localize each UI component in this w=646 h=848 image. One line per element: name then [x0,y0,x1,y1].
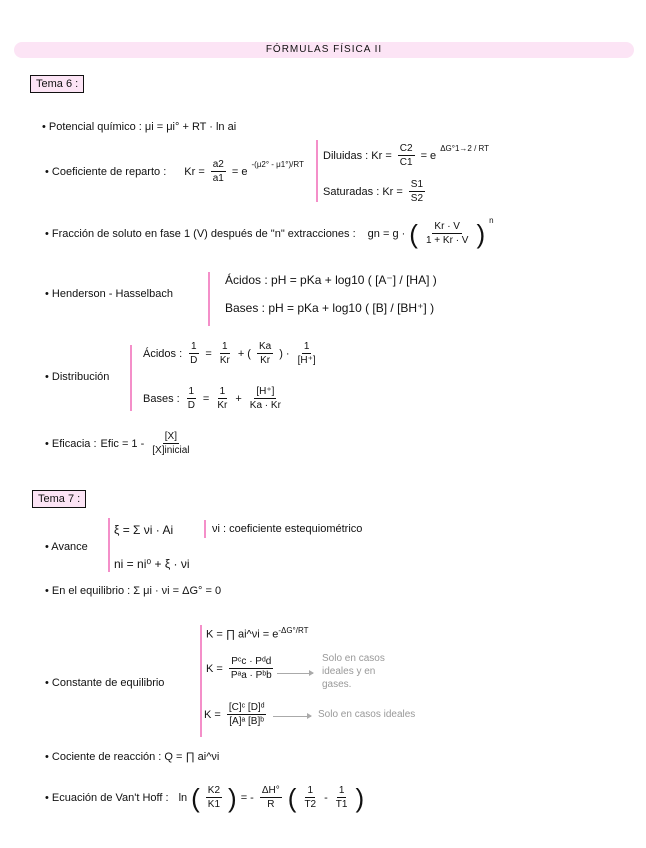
constante-label: • Constante de equilibrio [45,677,165,689]
eq: = e [420,149,437,162]
cociente-reaccion [45,751,219,763]
label: • Cociente de reacción : [45,751,162,763]
paren: ( [287,782,297,813]
constante-k3 [204,701,268,728]
fraction [215,385,229,412]
page-title: FÓRMULAS FÍSICA II [14,42,634,58]
eficacia [45,430,194,457]
fraction [150,430,191,457]
fraction [302,784,318,811]
formula: μi = μi° + RT · ln ai [144,121,237,133]
den: 1 + Kr · V [425,235,469,246]
den: T1 [335,799,348,810]
distribucion-acidos: Ácidos : $\frac{1}{D}$ = $\frac{1}{Kr}$ + ( $\frac{Ka}{Kr}$ ) · $\frac{1}{[H^+]}$ [143,341,316,366]
num: 1 [219,386,226,397]
fraction [248,385,283,412]
avance-l2: ni = ni⁰ + ξ · νi [114,557,190,571]
henderson-bases: Bases : pH = pKa + log10 ( [B] / [BH⁺] ) [225,301,435,315]
num: [X] [164,431,177,442]
lhs: K = [204,708,221,721]
label: • Eficacia : [45,437,97,450]
den: D [190,355,198,366]
fraction [211,158,226,185]
lhs: K = [206,662,223,675]
arrow-icon [273,716,311,717]
potencial-quimico [42,121,236,133]
den: R [267,799,275,810]
num: Pᶜc · Pᵈd [231,656,272,667]
fraction [186,385,197,412]
fraction [334,784,350,811]
fraction [206,784,222,811]
fraction [260,784,282,811]
lhs: gn = g · [367,227,406,240]
exponent: n [489,216,494,225]
avance-label: • Avance [45,541,88,553]
num: 1 [303,341,310,352]
paren: ) [355,782,365,813]
num: 1 [188,386,195,397]
den: Kr [219,355,230,366]
den: C1 [399,157,413,168]
equilibrio [45,585,221,597]
brace [316,140,318,202]
henderson-acidos: Ácidos : pH = pKa + log10 ( [A⁻] / [HA] ) [225,273,437,287]
note-ideales: Solo en casos ideales [318,709,416,720]
num: 1 [222,341,228,352]
label: • Ecuación de Van't Hoff : [45,791,169,804]
constante-k1 [206,626,308,641]
fraction [188,340,199,367]
avance-note: νi : coeficiente estequiométrico [212,523,363,535]
ln: ln [178,791,188,804]
num: 1 [338,785,345,796]
num: 1 [307,785,314,796]
formula: Q = ∏ ai^νi [164,751,220,763]
num: K2 [207,785,221,796]
vant-hoff [45,784,364,811]
num: Ka [258,341,272,352]
fraction [218,340,232,367]
label: Diluidas : Kr = [323,149,392,162]
num: ΔH° [261,785,280,796]
fraction [296,340,318,367]
den: [A]ᵃ [B]ᵇ [229,716,265,727]
label: • Potencial químico : [42,121,142,133]
diluidas [323,142,489,169]
distribucion-label: • Distribución [45,371,110,383]
tema-7-heading: Tema 7 : [32,490,86,508]
den: a1 [212,173,224,184]
note-gases: Solo en casos ideales y en gases. [322,653,385,690]
paren: ( [191,782,200,813]
tema-6-heading: Tema 6 : [30,75,84,93]
arrow-icon [277,673,313,674]
label: Saturadas : Kr = [323,185,403,198]
fraction [398,142,415,169]
den: K1 [207,799,221,810]
coeficiente-reparto [45,158,304,185]
lhs: Efic = 1 - [100,437,145,450]
eq: = - [240,791,254,804]
label: • Fracción de soluto en fase 1 (V) después de "n" extracciones : [45,227,356,240]
brace [200,625,202,737]
num: 1 [190,341,197,352]
den: D [187,400,195,411]
eq: = e [231,165,248,178]
fraccion-soluto [45,216,494,249]
fraction [409,178,425,205]
formula: Σ μi · νi = ΔG° = 0 [133,585,222,597]
brace [108,518,110,572]
lhs: Kr = [184,165,205,178]
brace [204,520,206,538]
den: Ka · Kr [249,400,281,411]
brace [208,272,210,326]
exponent: ΔG°1→2 / RT [440,144,490,153]
num: a2 [212,159,224,170]
den: T2 [304,799,317,810]
num: [H⁺] [256,386,275,397]
den: Kr [260,355,271,366]
label: Ácidos : [143,347,183,360]
den: [H⁺] [297,355,316,366]
constante-k2 [206,655,276,682]
avance-l1: ξ = Σ νi · Ai [114,523,174,537]
label: Bases : [143,392,180,405]
den: Pᵃa · Pᵇb [230,670,272,681]
fraction [229,655,274,682]
minus: - [324,791,328,804]
label: • En el equilibrio : [45,585,131,597]
num: [C]ᶜ [D]ᵈ [228,702,265,713]
fraction [227,701,267,728]
fraction [257,340,273,367]
exponent: -(μ2° - μ1°)/RT [251,160,304,169]
brace [130,345,132,411]
paren: ) [228,782,237,813]
paren: ) [476,218,486,249]
num: Kr · V [434,221,460,232]
label: • Coeficiente de reparto : [45,165,167,178]
exponent: -ΔG°/RT [278,626,309,635]
den: Kr [217,400,228,411]
formula: K = ∏ ai^νi = e [206,628,279,641]
num: C2 [399,143,413,154]
num: S1 [410,179,424,190]
den: [X]inicial [152,445,190,456]
fraction [424,220,471,247]
henderson-label: • Henderson - Hasselbach [45,288,173,300]
den: S2 [410,193,424,204]
paren: ( [409,218,418,249]
distribucion-bases: Bases : $\frac{1}{D}$ = $\frac{1}{Kr}$ + $\frac{[H^+]}{Ka \cdot Kr}$ [143,386,281,411]
saturadas [323,178,427,205]
